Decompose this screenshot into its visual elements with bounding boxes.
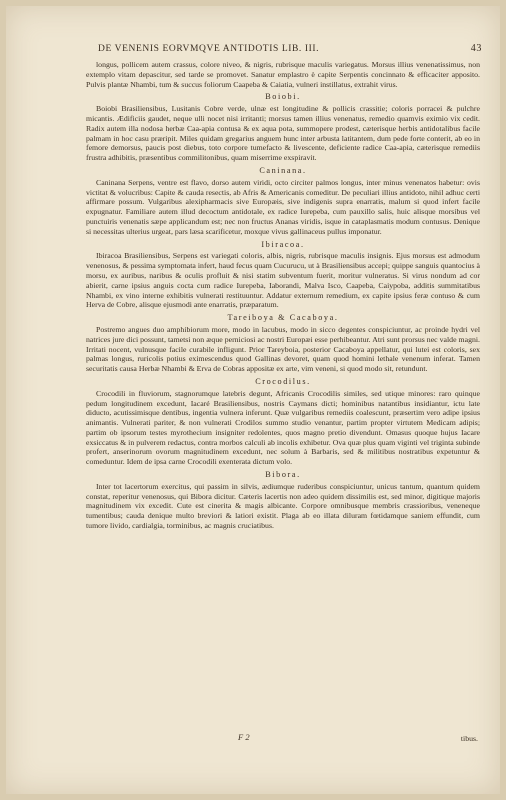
paragraph: Caninana Serpens, ventre est flavo, dorso autem viridi, octo circiter palmos longus, inter minus venenatos habetur: ovis victitat & volucribus: Capite & cauda resectis, ab Afris & Americanis comeditur. De peculiari illius antidoto, nihil adhuc certi affirmare possum. Vulgaribus alexipharmacis sive Europæis, sive indigenis supra enarratis, malum si quod infert facile expugnatur. Familiare autem illud decoctum antidotale, ex radice Iurepeba, cum pauxillo salis, huic alisque morsibus vel punctuiris venenatis sæpe applicandum est; nec non fructus Ananas viridis, isque in cataplasmatis modum contusus. Denique si necessitas ulterius urgeat, pars læsa scarificetur, moxque vivus gallinaceus pullus imponatur. [86,177,480,236]
page-number: 43 [470,43,482,54]
running-title: DE VENENIS EORVMQVE ANTIDOTIS LIB. III. [98,44,320,54]
text-block [86,60,480,531]
paragraph: Postremo angues duo amphibiorum more, modo in lacubus, modo in sicco degentes conspiciuntur, ac proinde hydri vel natrices jure dici possunt, tametsi non æque perniciosi ac nostri Europæi esse perhibeantur. Atri sunt prorsus nec valde magni. Irritati nocent, vulnusque facile curabile infligunt. Prior Tareyboia, posterior Cacaboya appellatur, qui lutei est coloris, sex palmas longus, ruricolis potius eximescendus quod Gallinas devoret, quam quod homini lethale venenum inferat. Tamen securitatis causa Herbæ Nhambi & Erva de Cobras appositæ ex arte, vim veneni, si quod modo sit, retundunt. [86,324,480,374]
section-heading: Bibora. [265,470,301,480]
signature-mark: F 2 [238,732,250,742]
paragraph: longus, pollicem autem crassus, colore niveo, & nigris, rubrisque maculis variegatus. Morsus illius venenatissimus, non extemplo vitam depascitur, sed tarde se promovet. Sanatur emplastro è capite Serpentis concinnato & efficaciter apposito. Pulvis plantæ Nhambi, tum & succus foliorum Caapeba & Caiatia, vulneri instillatus, extrahit virus. [86,60,480,89]
paragraph: Crocodili in fluviorum, stagnorumque latebris degunt, Africanis Crocodilis similes, sed utique minores: raro quinque pedum longitudinem excedunt, Iacaré Brasiliensibus, nostris Caymans dicti; hominibus natantibus insidiantur, ictu late diducto, acutissimisque dentibus, ingentia vulnera inferunt. Quæ vulgaribus remediis coalescunt, præsertim vero adipe ipsius animantis. Vulnerati pariter, & non vulnerati Crodilos summo studio venantur, partim propter virtutem Medicam adipis; partim ob ipsorum testes myrothecium insigniter redolentes, quos magno pretio divendunt. Omasus quoque hujus Iacare exsiccatus & in pulverem redactus, contra morbos calculi ab incolis exhibetur. Ova quæ plus quam viginti vel triginta subinde profert, anserinorum ovorum magnitudinem excedunt, nec solum à Barbaris, sed & militibus nostratibus expetuntur & comeduntur. Idem de ipsa carne Crocodili exenterata dictum volo. [86,388,480,467]
section-heading: Ibiracoa. [261,239,305,249]
paragraph: Inter tot lacertorum exercitus, qui passim in silvis, ædiumque ruderibus conspiciuntur, unicus tantum, quantum quidem constat, reperitur venenosus, qui Bibora dicitur. Cæteris lacertis non adeo quidem dissimilis est, sed minor, digitique majoris magnitudinem vix excedit. Cute est cinerita & magis albicante. Corpore omnibusque membris crassioribus, veneneque tumentibus; cauda denique multo breviori & latiori existit. Plaga ab eo illata diluram fœtidamque saniem effundit, cum tumore livido, cardialgia, torminibus, ac magnis cruciatibus. [86,481,480,531]
catchword: tibus. [460,734,478,743]
section-heading: Caninana. [259,165,307,175]
section-heading: Tareiboya & Cacaboya. [227,313,339,323]
paragraph: Boiobi Brasiliensibus, Lusitanis Cobre verde, ulnæ est longitudine & pollicis crassitie; coloris porracei & pulchre micantis. Ædificiis gaudet, neque ulli nocet nisi irritanti; morsus tamen illius venenatus, remedio quamvis eximio vix cedit. Radix autem illa nodosa herbæ Caa-apia contusa & ex aqua pota, summopere prodest, cæterisque herbis antidotalibus facile palmam in hoc casu præripit. Miles quidam gregarius anguem hunc inter arbusta latitantem, dum pede forte conterit, ab eo in femore demorsus, paucis post diebus, toto corpore tumefacto & livescente, deficiente radice Caa-apia, cæterisque remediis frustra adhibitis, præsentibus commilitonibus, quam miserrime exspiravit. [86,104,480,163]
section-heading: Crocodilus. [255,376,311,386]
paragraph: Ibiracoa Brasiliensibus, Serpens est variegati coloris, albis, nigris, rubrisque maculis insignis. Ejus morsus est admodum venenosus, & pessima symptomata infert, haud fecus quam Cucurucu, ut à Brasiliensibus accepi; quippe sanguis quantocius à morsu, ex auribus, naribus & oculis profluit & nisi statim subventum fuerit, moritur vulneratus. Si virus nondum ad cor abierit, carne ipsius anguis cocta cum radice Iurepeba, Iaborandi, Malva Isco, Caapeba, Caiypoba, additis summitatibus Nhambi, ex vino interne exhibitis vulnerati restituuntur. Addatur externum remedium, ex capite ipsius feræ contuso & cum Herva de Cobre, alisque ejusmodi ante enarratis, præparatum. [86,251,480,310]
book-page [6,6,500,794]
section-heading: Boiobi. [265,92,301,102]
